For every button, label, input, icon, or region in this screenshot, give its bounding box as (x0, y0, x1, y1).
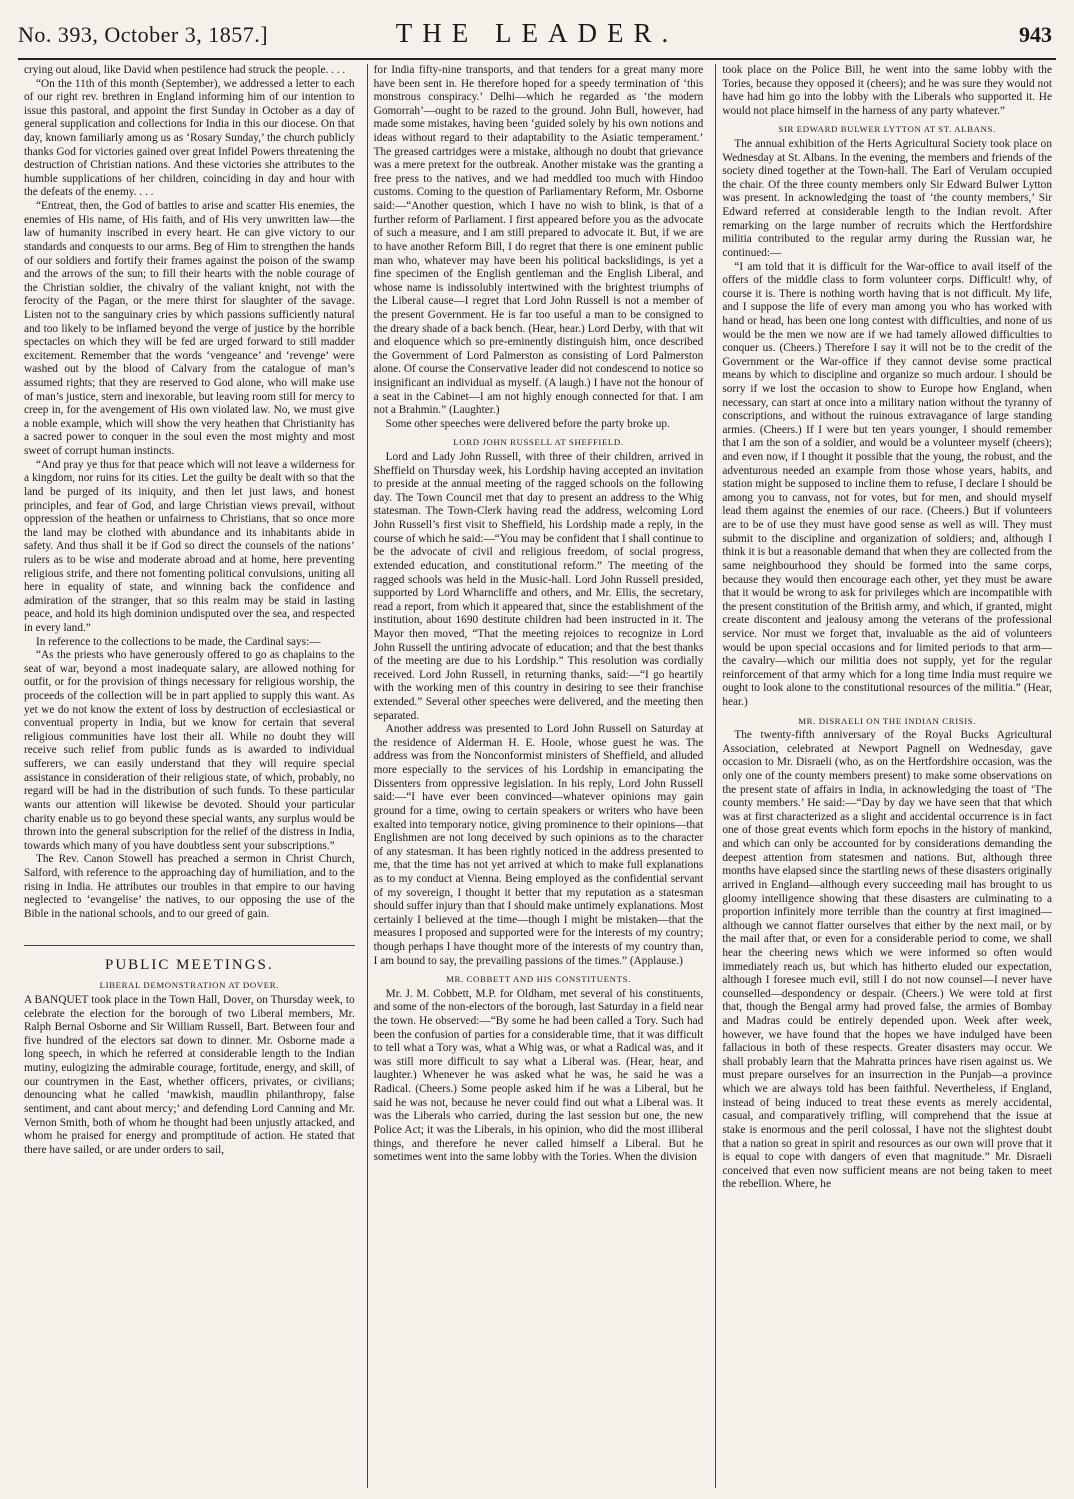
paragraph: The Rev. Canon Stowell has preached a sermon in Christ Church, Salford, with reference to the approaching day of humiliation, and to the rising in India. He attributes our troubles in that empire to our having neglected to ‘evangelise’ the natives, to our opposing the use of the Bible in the national schools, and to our greed of gain. (24, 853, 355, 920)
paragraph: for India fifty-nine transports, and that tenders for a great many more have been sent in. He therefore hoped for a speedy termination of ‘this monstrous conspiracy.’ Delhi—which he regarded as ‘the modern Gomorrah’—ought to be razed to the ground. John Bull, however, had made some mistakes, having been ‘guided solely by his own notions and ideas without regard to their adaptability to the Asiatic temperament.’ The greased cartridges were a mistake, although no doubt that grievance was a mere pretext for the outbreak. Another mistake was the granting a free press to the natives, and we had meddled too much with Hindoo customs. Coming to the question of Parliamentary Reform, Mr. Osborne said:—“Another question, which I have no wish to blink, is that of a further reform of Parliament. I first appeared before you as the advocate of such a measure, and I am still prepared to advocate it. But, if we are to have another Reform Bill, I do regret that there is one eminent public man who, whatever may have been his political backslidings, is yet a fine specimen of the English gentleman and the English Liberal, and whose name is indissolubly intertwined with the brightest triumphs of the Liberal cause—I regret that Lord John Russell is not a member of the present Government. He is far too useful a man to be consigned to the dreary shade of a back bench. (Hear, hear.) Lord Derby, with that wit and eloquence which so pre-eminently distinguish him, once described the Government of Lord Palmerston as consisting of Lord Palmerston alone. Of course the Conservative leader did not condescend to notice so insignificant an individual as myself. (A laugh.) I have not the honour of a seat in the Cabinet—I am not highly enough connected for that. I am not a Brahmin.” (Laughter.) (373, 64, 704, 417)
paragraph: Mr. J. M. Cobbett, M.P. for Oldham, met several of his constituents, and some of the non-electors of the borough, last Saturday in a field near the town. He observed:—“By some he had been called a Tory. Such had been the confusion of parties for a considerable time, that it was difficult to tell what a Tory was, what a Whig was, or what a Radical was, and it was still more difficult to say what a Liberal was. (Hear, hear, and laughter.) Whenever he was asked what he was, he said he was a Radical. (Cheers.) Some people asked him if he was a Liberal, but he said he was not, because he never could find out what a Liberal was. It was the Liberals who carried, during the last session but one, the new Police Act; it was the Liberals, in his opinion, who did the most illiberal things, and therefore he never called himself a Liberal. But he sometimes went into the same lobby with the Tories. When the division (373, 987, 704, 1164)
paragraph: crying out aloud, like David when pestilence had struck the people. . . . (24, 64, 346, 76)
paragraph: The annual exhibition of the Herts Agricultural Society took place on Wednesday at St. Albans. In the evening, the members and friends of the society dined together at the Town-hall. The Earl of Verulam occupied the chair. Of the three county members only Sir Edward Bulwer Lytton was present. In acknowledging the toast of ‘the county members,’ Sir Edward referred at considerable length to the Indian revolt. After remarking on the large number of recruits which the Hertfordshire militia contributed to the regular army during the Russian war, he continued:— (722, 138, 1052, 259)
paragraph: took place on the Police Bill, he went into the same lobby with the Tories, because they opposed it (cheers); and he was sure they would not have had him go into the lobby with the Liberals who supported it. He would not place himself in the harness of any party whatever.” (722, 64, 1052, 117)
header-rule (18, 58, 1056, 60)
paragraph: Some other speeches were delivered before the party broke up. (385, 417, 670, 430)
paragraph: A BANQUET took place in the Town Hall, Dover, on Thursday week, to celebrate the election for the borough of two Liberal members, Mr. Ralph Bernal Osborne and Sir William Russell, Bart. Between four and five hundred of the electors sat down to dinner. Mr. Osborne made a long speech, in which he referred at considerable length to the Indian mutiny, eulogizing the admirable courage, fortitude, energy, and skill, of our countrymen in the East, whether officers, privates, or civilians; denouncing what he called ‘mawkish, maudlin philanthropy, false sentiment, and cant about mercy;’ and defending Lord Canning and Mr. Vernon Smith, both of whom he thought had been unjustly attacked, and whom he praised for energy and promptitude of action. He stated that there have sailed, or are under orders to sail, (24, 994, 355, 1156)
page-number: 943 (1019, 22, 1052, 47)
subheading-disraeli: MR. DISRAELI ON THE INDIAN CRISIS. (798, 715, 977, 726)
paragraph: “I am told that it is difficult for the War-office to avail itself of the offers of the middle class to form volunteer corps. Difficult! why, of course it is. There is nothing worth having that is not difficult. My life, and I suppose the life of every man among you who has worked with hand or head, has been one long contest with difficulties, and none of us would be the men we now are if we had tamely allowed difficulties to conquer us. (Cheers.) Therefore I say it will not be to the credit of the Government or the War-office if they cannot devise some practical means by which to discipline and organize so much ardour. I should be sorry if we lost the occasion to show to Europe how England, when necessary, can start at once into a military nation without the tyranny of conscriptions, and without the ruinous extravagance of large standing armies. (Cheers.) If I were but ten years younger, I should remember that I am the son of a soldier, and would be a volunteer myself (cheers); and even now, if I thought it possible that the young, the robust, and the adventurous needed an example from those whose years, habits, and station might be supposed to incline them to refuse, I declare I should be among you to canvass, not for votes, but for men, and should myself lead them against the enemies of our race. (Cheers.) But if volunteers are to be of use they must have good sense as well as will. They must submit to the discipline and organization of soldiers; and, although I think it is but a reasonable demand that when they are collected from the same neighbourhood they should be formed into the same corps, because they would then encourage each other, yet they must be aware that it would be wrong to ask for privileges which are incompatible with the present constitution of the British army, and which, if granted, might create discontent and jealousy among the veterans of the professional service. Nor must we forget that, invaluable as the aid of volunteers would be upon special occasions and for limited periods to that arm—the cavalry—which our militia does not supply, yet for the regular reinforcement of that army which for a long time India must require we ought to look alone to the constitutional resources of the militia.” (Hear, hear.) (722, 260, 1052, 709)
subheading-cobbett: MR. COBBETT AND HIS CONSTITUENTS. (446, 974, 631, 985)
column-3 (715, 64, 1058, 1488)
subheading-russell: LORD JOHN RUSSELL AT SHEFFIELD. (453, 437, 624, 448)
column-1 (18, 64, 361, 1488)
columns (18, 64, 1058, 1488)
paragraph: The twenty-fifth anniversary of the Royal Bucks Agricultural Association, celebrated at Newport Pagnell on Wednesday, gave occasion to Mr. Disraeli (who, as on the Hertfordshire occasion, was the only one of the county members present) to make some observations on the present state of affairs in India, in acknowledging the toast of ‘The county members.’ He said:—“Day by day we have seen that that which was at first characterized as a slight and accidental occurrence is in fact one of those great events which form epochs in the history of mankind, and which can only be accounted for by considerations demanding the deepest attention from statesmen and nations. But, although three months have elapsed since the startling news of these disasters originally arrived in England—although every succeeding mail has brought to us gloomy intelligence showing that these disasters are culminating to a proportion infinitely more terrible than the country at first imagined—although we cannot flatter ourselves that either by the next mail, or by the mail after that, or even for a considerable period to come, we shall hear the cheering news which we were informed so often would immediately reach us, but which has hitherto eluded our expectation, although I foresee much evil, still I do not now counsel—I never have counselled—despondency or despair. (Cheers.) We were told at first that, though the Bengal army had proved false, the armies of Bombay and Madras could be entirely depended upon. Week after week, however, we have found that the hopes we have indulged have been fallacious in both of these respects. Greater disasters may occur. We shall probably learn that the Mahratta princes have risen against us. We must prepare ourselves for an insurrection in the Punjab—a province which we are always told has been faithful. Nevertheless, if England, instead of being induced to treat these events as merely accidental, casual, and comparatively trifling, will comprehend that the issue at stake is enormous and the peril colossal, I have not the slightest doubt that a nation so great in spirit and resources as our own will prove that it is equal to cope with dangers of even that magnitude.” Mr. Disraeli conceived that even now sufficient means are not being taken to meet the rebellion. Where, he (722, 729, 1052, 1191)
subheading-dover: LIBERAL DEMONSTRATION AT DOVER. (99, 980, 280, 991)
column-2 (367, 64, 710, 1488)
paragraph: Another address was presented to Lord John Russell on Saturday at the residence of Alderman H. E. Hoole, whose guest he was. The address was from the Nonconformist ministers of Sheffield, and alluded more especially to the services of his Lordship in emancipating the Dissenters from oppressive legislation. In his reply, Lord John Russell said:—“I have ever been convinced—whatever opinions may gain ground for a time, owing to certain speakers or writers who have been exalted into temporary notice, giving prominence to their opinions—that Englishmen are not long deceived by such opinions as to the character of any statesman. It has been rightly noticed in the address presented to me, that the time has not yet arrived at which to make full explanations as to my conduct at Vienna. Being employed as the confidential servant of my sovereign, I thought it better that my reputation as a statesman should suffer injury than that I should make untimely explanations. Most certainly I believed at the time—though I might be mistaken—that the measures I proposed and supported were for the interests of my country; though perhaps I have thought more of the interests of my country than, I am bound to say, the prevailing passions of the times.” (Applause.) (373, 723, 704, 967)
page-header (18, 8, 1056, 60)
issue-date: No. 393, October 3, 1857.] (18, 22, 269, 47)
masthead-title: THE LEADER. (395, 18, 679, 48)
paragraph: “And pray ye thus for that peace which will not leave a wilderness for a kingdom, nor ruins for its cities. Let the guilty be dealt with so that the land be purged of its iniquity, and then let just laws, and honest principles, and fear of God, and large Christian views prevail, without oppression of the heathen or unfairness to Christians, that so once more the land may be clothed with abundance and its inhabitants abide in safety. And thus shall it be if God so direct the counsels of the nations’ rulers as to be wise and moderate abroad and at home, here preventing religious strife, and there not fomenting political convulsions, uniting all here in equality of state, and winning back the confidence and admiration of the stranger, that so this realm may be staid in lasting peace, and hold its high dominion undisputed over the sea, and respected in every land.” (24, 458, 355, 634)
paragraph: Lord and Lady John Russell, with three of their children, arrived in Sheffield on Thursday week, his Lordship having accepted an invitation to preside at the annual meeting of the ragged schools on the following day. The Town Council met that day to present an address to the Whig statesman. The Town-Clerk having read the address, welcoming Lord John Russell’s first visit to Sheffield, his Lordship made a reply, in the course of which he said:—“You may be confident that I shall continue to be the advocate of civil and religious freedom, of social progress, extended education, and constitutional reform.” The meeting of the ragged schools was held in the Music-hall. Lord John Russell presided, supported by Lord Wharncliffe and others, and Mr. Ellis, the secretary, read a report, from which it appeared that, since the establishment of the institution, about 1690 destitute children had been instructed in it. The Mayor then moved, “That the meeting rejoices to recognize in Lord John Russell the untiring advocate of education; and that the best thanks of the meeting are due to his Lordship.” This resolution was cordially received. Lord John Russell, in returning thanks, said:—“I go heartily with the working men of this country in desiring to see their franchise extended.” Several other speeches were delivered, and the meeting then separated. (373, 451, 704, 722)
paragraph: “As the priests who have generously offered to go as chaplains to the seat of war, beyond a most inadequate salary, are allowed nothing for outfit, or for the provision of things necessary for religious worship, the proceeds of the collection will be in part applied to supply this want. As yet we do not know the extent of loss by destruction of ecclesiastical or conventual property in India, but we know for certain that several religious communities have lost their all. While no doubt they will receive such relief from public funds as is awarded to individual sufferers, we can easily understand that they will require special assistance in consideration of their religious state, of which, probably, no regard will be had in the distribution of such funds. To these particular wants our attention will likewise be devoted. Should your particular charity enable us to go beyond these special wants, any surplus would be thrown into the general subscription for the relief of the distress in India, towards which many of you have doubtless sent your subscriptions.” (24, 649, 355, 852)
section-title-public-meetings: PUBLIC MEETINGS. (24, 945, 355, 974)
paragraph: “Entreat, then, the God of battles to arise and scatter His enemies, the enemies of His name, of His faith, and of His very unwritten law—the law of humanity inscribed in every heart. He can give victory to our standards and conquests to our arms. Beg of Him to strengthen the hands of our soldiers and fortify their frames against the poison of the swamp and the arrows of the sun; to fill their hearts with the noble courage of the Christian soldier, the chivalry of the valiant knight, not with the ferocity of the Pagan, or the mere thirst for slaughter of the savage. Listen not to the sanguinary cries by which passions sufficiently natural and too likely to be inflamed beyond the verge of justice by the horrible spectacles on which they will be fed are urged forward to still madder excitement. Remember that the words ‘vengeance’ and ‘revenge’ were washed out by the blood of Calvary from the catalogue of man’s assumed rights; that they are reserved to God alone, who will make use of man’s justice, stern and inexorable, but leaving room still for mercy to creep in, for the avengement of His own violated law. No, we must give a noble example, which will show the very heathen that Christianity has a sacred power to conquer in the soul even the most mighty and most sweet of corrupt human instincts. (24, 200, 355, 458)
subheading-lytton: SIR EDWARD BULWER LYTTON AT ST. ALBANS. (778, 124, 996, 135)
paragraph: “On the 11th of this month (September), we addressed a letter to each of our right rev. brethren in England informing him of our intention to issue this pastoral, and appoint the first Sunday in October as a day of general supplication and collections for India in this our diocese. On that day, known familiarly among us as ‘Rosary Sunday,’ the church publicly thanks God for victories gained over great Infidel Powers threatening the destruction of Christian nations. And these victories she attributes to the humble supplications of her children, coinciding in day and hour with the defeats of the enemy. . . . (24, 77, 355, 199)
paragraph: In reference to the collections to be made, the Cardinal says:— (36, 635, 321, 648)
